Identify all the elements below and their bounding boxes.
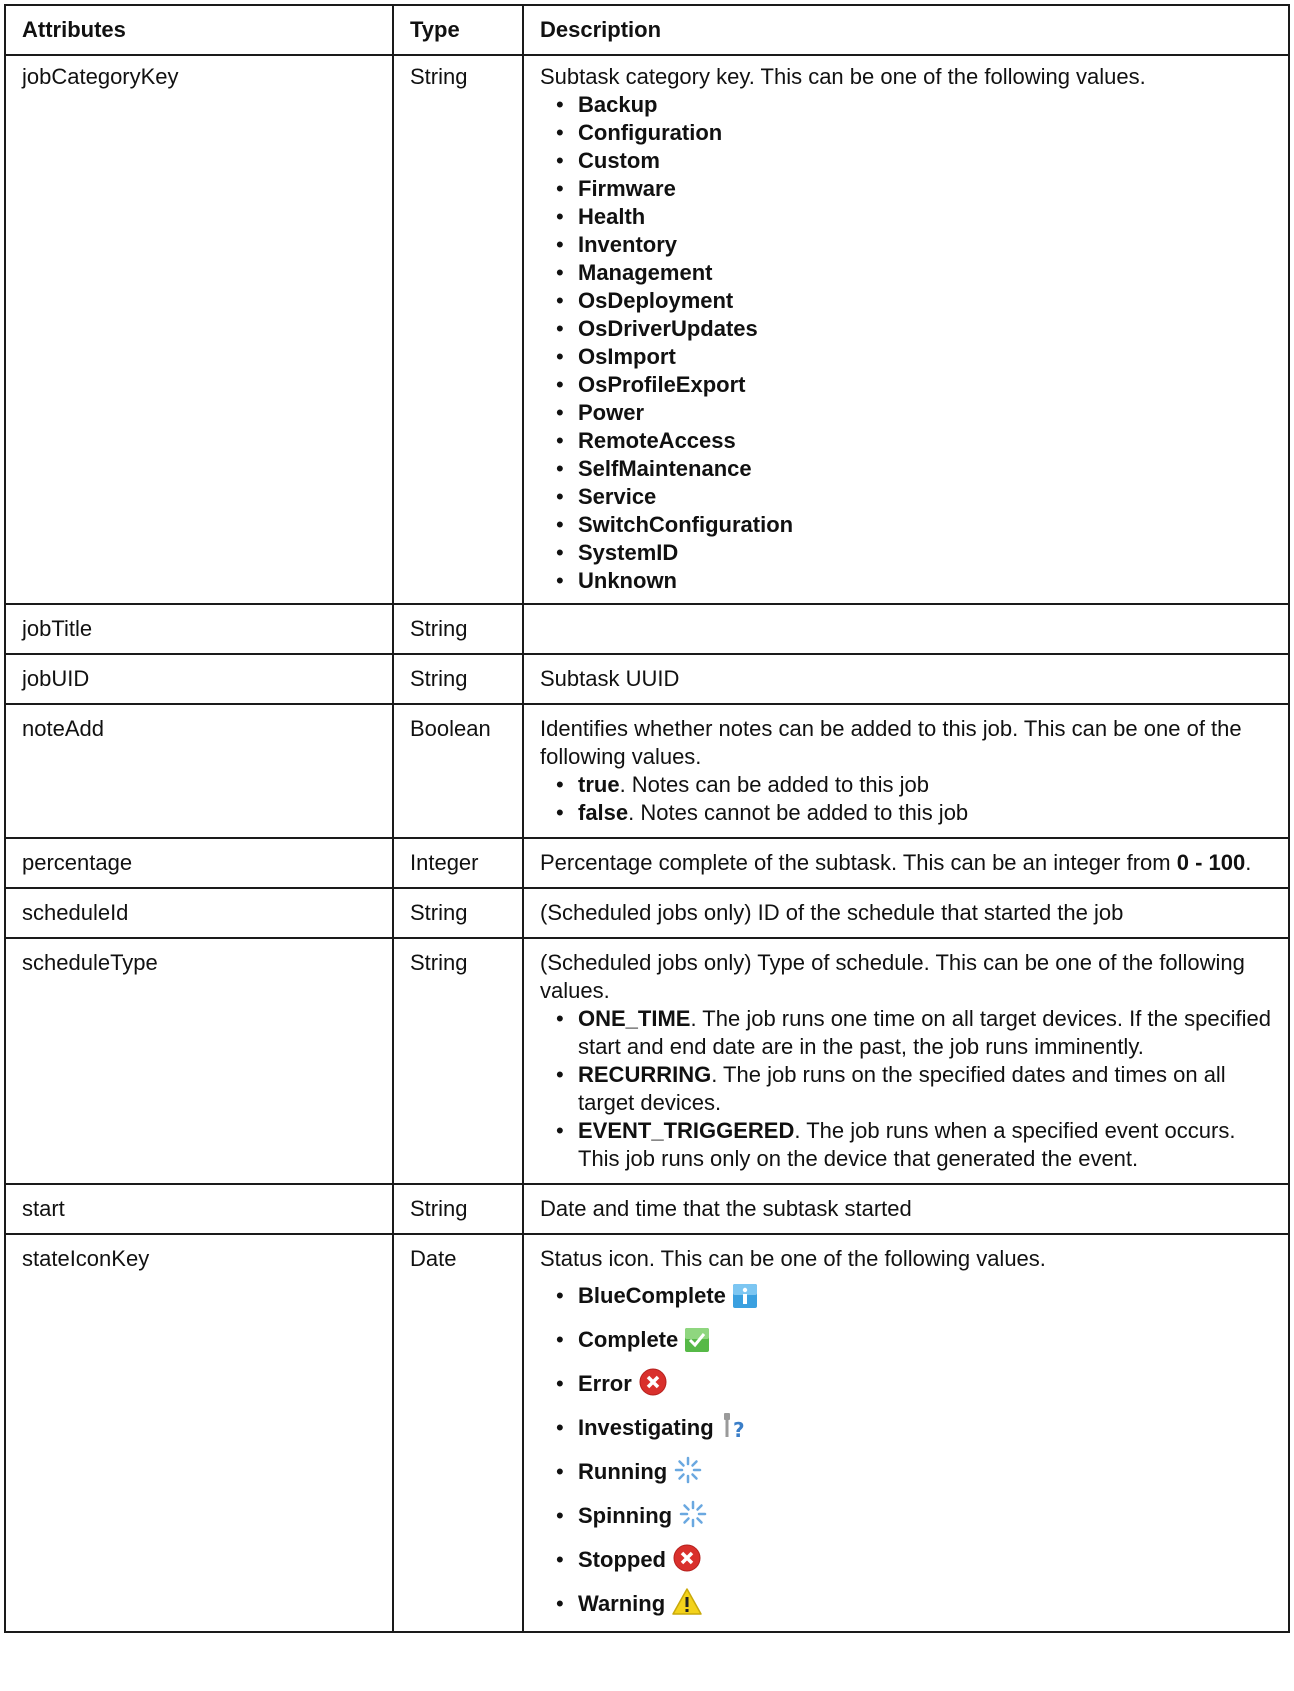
table-row [5, 1184, 1289, 1234]
percentage-range: 0 - 100 [1176, 850, 1246, 875]
list-item: • OsDriverUpdates [556, 315, 1276, 343]
checkmark-icon [684, 1327, 710, 1353]
attribute-name: scheduleType [5, 938, 393, 1184]
list-item: • OsDeployment [556, 287, 1276, 315]
attribute-type: Integer [393, 838, 523, 888]
table-row [5, 838, 1289, 888]
attribute-type: String [393, 55, 523, 604]
attribute-type: String [393, 888, 523, 938]
table-row [5, 604, 1289, 654]
attribute-name: start [5, 1184, 393, 1234]
list-item: • Management [556, 259, 1276, 287]
header-description: Description [523, 5, 1289, 55]
attribute-description [523, 1234, 1289, 1632]
attribute-type: Date [393, 1234, 523, 1632]
error-icon [638, 1367, 668, 1397]
list-item: • false. Notes cannot be added to this job [556, 799, 1276, 827]
list-item: • Complete [556, 1323, 1276, 1357]
list-item: • Spinning [556, 1499, 1276, 1533]
attribute-description [523, 938, 1289, 1184]
list-item: • OsImport [556, 343, 1276, 371]
attribute-description: Date and time that the subtask started [523, 1184, 1289, 1234]
header-attributes: Attributes [5, 5, 393, 55]
list-item: • Error [556, 1367, 1276, 1401]
description-text: Subtask category key. This can be one of the following values. [540, 64, 1146, 89]
list-item: • Health [556, 203, 1276, 231]
attribute-description [523, 55, 1289, 604]
attribute-description [523, 704, 1289, 838]
table-row [5, 704, 1289, 838]
attribute-name: jobUID [5, 654, 393, 704]
list-item: • EVENT_TRIGGERED. The job runs when a specified event occurs. This job runs only on the device that generated the event. [556, 1117, 1276, 1173]
list-item: • SelfMaintenance [556, 455, 1276, 483]
table-row [5, 888, 1289, 938]
list-item: • Warning [556, 1587, 1276, 1621]
list-item: • Configuration [556, 119, 1276, 147]
list-item: • BlueComplete [556, 1279, 1276, 1313]
list-item: • Stopped [556, 1543, 1276, 1577]
list-item: • Firmware [556, 175, 1276, 203]
list-item: • Custom [556, 147, 1276, 175]
list-item: • true. Notes can be added to this job [556, 771, 1276, 799]
list-item: • RemoteAccess [556, 427, 1276, 455]
attribute-description: Subtask UUID [523, 654, 1289, 704]
spinner-icon [673, 1455, 703, 1485]
stopped-icon [672, 1543, 702, 1573]
value-list [540, 1005, 1276, 1173]
spinner-icon [678, 1499, 708, 1529]
attribute-name: jobCategoryKey [5, 55, 393, 604]
info-icon [732, 1283, 758, 1309]
attribute-name: percentage [5, 838, 393, 888]
attribute-type: String [393, 654, 523, 704]
description-text: Identifies whether notes can be added to this job. This can be one of the following values. [540, 716, 1242, 769]
list-item: • Backup [556, 91, 1276, 119]
list-item: • Running [556, 1455, 1276, 1489]
attribute-name: stateIconKey [5, 1234, 393, 1632]
list-item: • Inventory [556, 231, 1276, 259]
description-text: Status icon. This can be one of the following values. [540, 1246, 1046, 1271]
attribute-name: noteAdd [5, 704, 393, 838]
list-item: • Investigating ? [556, 1411, 1276, 1445]
table-row [5, 1234, 1289, 1632]
attribute-type: String [393, 938, 523, 1184]
header-type: Type [393, 5, 523, 55]
svg-text:?: ? [732, 1418, 745, 1441]
table-row [5, 938, 1289, 1184]
attribute-type: String [393, 1184, 523, 1234]
attribute-description [523, 604, 1289, 654]
list-item: • ONE_TIME. The job runs one time on all target devices. If the specified start and end date are in the past, the job runs imminently. [556, 1005, 1276, 1061]
attribute-description: Percentage complete of the subtask. This can be an integer from 0 - 100. [523, 838, 1289, 888]
value-list [540, 1279, 1276, 1621]
warning-icon [671, 1587, 703, 1617]
list-item: • RECURRING. The job runs on the specified dates and times on all target devices. [556, 1061, 1276, 1117]
list-item: • OsProfileExport [556, 371, 1276, 399]
list-item: • Power [556, 399, 1276, 427]
table-row [5, 55, 1289, 604]
value-list [540, 771, 1276, 827]
table-row [5, 654, 1289, 704]
attribute-name: jobTitle [5, 604, 393, 654]
attribute-type: Boolean [393, 704, 523, 838]
list-item: • Unknown [556, 567, 1276, 595]
attribute-name: scheduleId [5, 888, 393, 938]
header-row [5, 5, 1289, 55]
description-text: (Scheduled jobs only) Type of schedule. This can be one of the following values. [540, 950, 1245, 1003]
list-item: • SystemID [556, 539, 1276, 567]
list-item: • SwitchConfiguration [556, 511, 1276, 539]
attribute-description: (Scheduled jobs only) ID of the schedule that started the job [523, 888, 1289, 938]
attributes-table [4, 4, 1290, 1633]
investigating-icon [720, 1411, 750, 1441]
value-list [540, 91, 1276, 595]
list-item: • Service [556, 483, 1276, 511]
attribute-type: String [393, 604, 523, 654]
